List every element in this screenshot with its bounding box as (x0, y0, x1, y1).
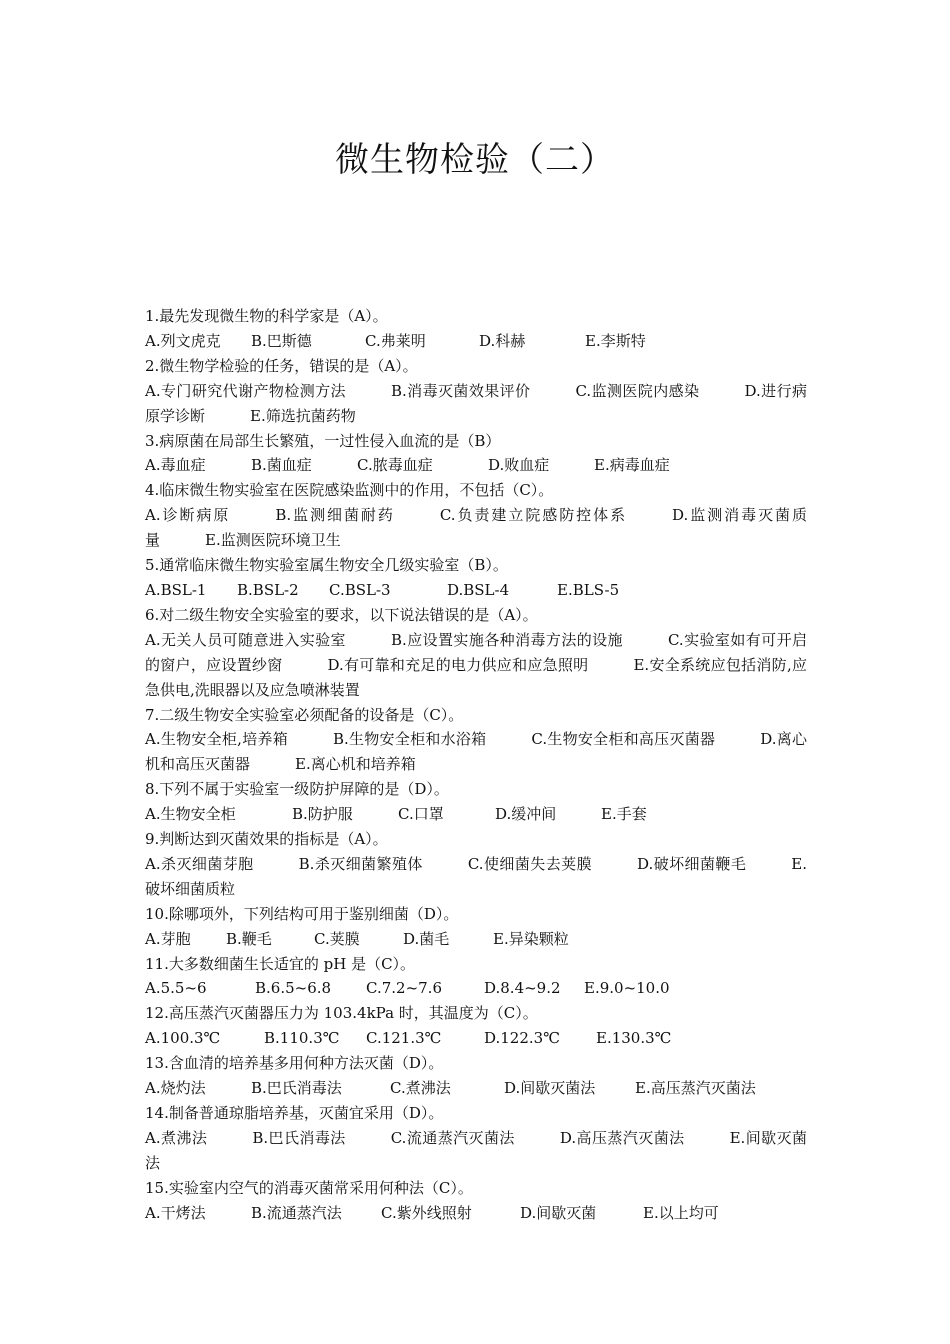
option-c: C.121.3℃ (366, 1029, 442, 1048)
option-c: C.脓毒血症 (357, 456, 433, 475)
options-5 (145, 578, 807, 603)
option-e: E.130.3℃ (596, 1029, 672, 1048)
option-b: B.巴氏消毒法 (251, 1079, 342, 1098)
question-11: 11.大多数细菌生长适宜的 pH 是（C）。 (145, 954, 416, 973)
option-spacer (627, 506, 672, 524)
option-b: B.鞭毛 (226, 929, 272, 948)
option-e: E.安全系统应包括消防,应急供电,洗眼器以及应急喷淋装置 (145, 655, 807, 699)
option-c: C.弗莱明 (365, 331, 426, 350)
option-d: D.缓冲间 (495, 805, 557, 824)
question-6: 6.对二级生物安全实验室的要求，以下说法错误的是（A）。 (145, 605, 538, 624)
option-b: B.巴斯德 (251, 331, 312, 350)
option-b: B.应设置实施各种消毒方法的设施 (390, 630, 623, 649)
option-spacer (685, 1129, 730, 1147)
options-9 (145, 852, 807, 902)
option-a: A.烧灼法 (145, 1079, 206, 1098)
option-c: C.监测医院内感染 (575, 381, 700, 400)
options-8 (145, 802, 807, 827)
option-d: D.监测消毒灭菌质量 (145, 506, 807, 550)
question-14: 14.制备普通琼脂培养基，灭菌宜采用（D）。 (145, 1104, 444, 1122)
option-a: A.生物安全柜 (145, 805, 236, 824)
options-2 (145, 379, 807, 429)
option-c: C.流通蒸汽灭菌法 (390, 1128, 515, 1147)
option-d: D.破坏细菌鞭毛 (637, 854, 747, 873)
option-e: E.病毒血症 (594, 456, 670, 475)
options-14 (145, 1126, 807, 1176)
option-a: A.诊断病原 (145, 506, 231, 525)
option-b: B.杀灭细菌繁殖体 (298, 854, 423, 873)
option-e: E.间歇灭菌法 (145, 1128, 807, 1172)
option-b: B.防护服 (292, 805, 353, 824)
option-spacer (623, 631, 668, 649)
options-1 (145, 329, 807, 354)
option-a: A.5.5~6 (145, 979, 207, 998)
option-spacer (592, 855, 637, 873)
option-e: E.破坏细菌质粒 (145, 854, 807, 898)
option-a: A.煮沸法 (145, 1128, 208, 1147)
options-4 (145, 503, 807, 553)
option-c: C.实验室如有可开启的窗户，应设置纱窗 (145, 630, 808, 674)
option-spacer (423, 855, 468, 873)
option-b: B.监测细菌耐药 (275, 506, 395, 525)
option-c: C.使细菌失去荚膜 (467, 854, 592, 873)
option-spacer (254, 855, 299, 873)
option-b: B.消毒灭菌效果评价 (390, 381, 531, 400)
options-11 (145, 976, 807, 1001)
option-spacer (283, 656, 328, 674)
option-spacer (207, 1129, 252, 1147)
option-spacer (515, 1129, 560, 1147)
option-c: C.生物安全柜和高压灭菌器 (531, 730, 716, 749)
option-spacer (588, 656, 633, 674)
question-1: 1.最先发现微生物的科学家是（A）。 (145, 307, 388, 325)
option-spacer (700, 382, 745, 400)
option-d: D.间歇灭菌 (520, 1203, 597, 1222)
question-15: 15.实验室内空气的消毒灭菌常采用何种法（C）。 (145, 1178, 473, 1197)
option-spacer (205, 407, 250, 425)
option-b: B.6.5~6.8 (255, 979, 332, 998)
question-12: 12.高压蒸汽灭菌器压力为 103.4kPa 时，其温度为（C）。 (145, 1004, 538, 1023)
option-a: A.无关人员可随意进入实验室 (145, 630, 346, 649)
option-d: D.有可靠和充足的电力供应和应急照明 (327, 655, 589, 674)
option-spacer (160, 531, 205, 549)
page-title: 微生物检验（二） (335, 140, 615, 180)
option-e: E.李斯特 (585, 331, 646, 350)
options-13 (145, 1076, 807, 1101)
option-d: D.败血症 (488, 456, 550, 475)
options-10 (145, 927, 807, 952)
option-b: B.菌血症 (251, 456, 312, 475)
option-e: E.9.0~10.0 (584, 979, 670, 998)
option-spacer (346, 1129, 391, 1147)
option-a: A.BSL-1 (145, 580, 207, 599)
option-c: C.口罩 (398, 805, 444, 824)
option-d: D.菌毛 (403, 929, 450, 948)
question-5: 5.通常临床微生物实验室属生物安全几级实验室（B）。 (145, 556, 508, 575)
option-spacer (346, 631, 391, 649)
question-9: 9.判断达到灭菌效果的指标是（A）。 (145, 830, 388, 849)
option-d: D.进行病原学诊断 (145, 381, 807, 425)
option-c: C.负责建立院感防控体系 (439, 506, 628, 525)
option-spacer (530, 382, 575, 400)
options-6 (145, 628, 807, 703)
option-e: E.以上均可 (643, 1203, 719, 1222)
option-spacer (746, 855, 791, 873)
question-list (145, 304, 807, 1226)
option-e: E.监测医院环境卫生 (205, 531, 341, 550)
option-a: A.生物安全柜,培养箱 (145, 730, 288, 749)
option-e: E.高压蒸汽灭菌法 (635, 1079, 756, 1098)
option-d: D.离心机和高压灭菌器 (145, 730, 808, 774)
question-10: 10.除哪项外，下列结构可用于鉴别细菌（D）。 (145, 904, 459, 923)
option-spacer (395, 506, 440, 524)
option-spacer (230, 506, 275, 524)
option-b: B.生物安全柜和水浴箱 (332, 730, 487, 749)
option-d: D.科赫 (479, 331, 526, 350)
options-7 (145, 727, 807, 777)
option-e: E.手套 (601, 805, 647, 824)
option-b: B.110.3℃ (264, 1029, 340, 1048)
options-15 (145, 1201, 807, 1226)
option-spacer (486, 730, 531, 748)
option-a: A.专门研究代谢产物检测方法 (145, 381, 346, 400)
option-a: A.干烤法 (145, 1203, 206, 1222)
option-c: C.荚膜 (314, 929, 360, 948)
option-a: A.100.3℃ (145, 1029, 221, 1048)
option-a: A.列文虎克 (145, 331, 221, 350)
option-d: D.8.4~9.2 (484, 979, 561, 998)
option-d: D.间歇灭菌法 (504, 1079, 596, 1098)
option-e: E.BLS-5 (557, 580, 620, 599)
options-12 (145, 1026, 807, 1051)
question-2: 2.微生物学检验的任务，错误的是（A）。 (145, 356, 418, 375)
question-13: 13.含血清的培养基多用何种方法灭菌（D）。 (145, 1054, 444, 1073)
option-c: C.7.2~7.6 (366, 979, 442, 998)
options-3 (145, 453, 807, 478)
option-spacer (346, 382, 391, 400)
option-c: C.煮沸法 (390, 1079, 451, 1098)
option-spacer (250, 755, 295, 773)
question-8: 8.下列不属于实验室一级防护屏障的是（D）。 (145, 780, 449, 799)
question-4: 4.临床微生物实验室在医院感染监测中的作用，不包括（C）。 (145, 481, 554, 500)
option-a: A.芽胞 (145, 929, 191, 948)
option-d: D.BSL-4 (447, 580, 510, 599)
option-b: B.流通蒸汽法 (251, 1203, 342, 1222)
option-spacer (288, 730, 333, 748)
option-c: C.紫外线照射 (381, 1203, 472, 1222)
option-d: D.高压蒸汽灭菌法 (559, 1128, 685, 1147)
option-e: E.筛选抗菌药物 (250, 406, 356, 425)
option-b: B.巴氏消毒法 (252, 1128, 346, 1147)
option-spacer (715, 730, 760, 748)
option-c: C.BSL-3 (329, 580, 391, 599)
option-a: A.杀灭细菌芽胞 (145, 854, 254, 873)
option-d: D.122.3℃ (484, 1029, 560, 1048)
option-b: B.BSL-2 (237, 580, 299, 599)
question-7: 7.二级生物安全实验室必须配备的设备是（C）。 (145, 705, 464, 724)
option-a: A.毒血症 (145, 456, 206, 475)
question-3: 3.病原菌在局部生长繁殖，一过性侵入血流的是（B） (145, 431, 501, 450)
option-e: E.离心机和培养箱 (295, 755, 416, 774)
option-e: E.异染颗粒 (493, 929, 569, 948)
